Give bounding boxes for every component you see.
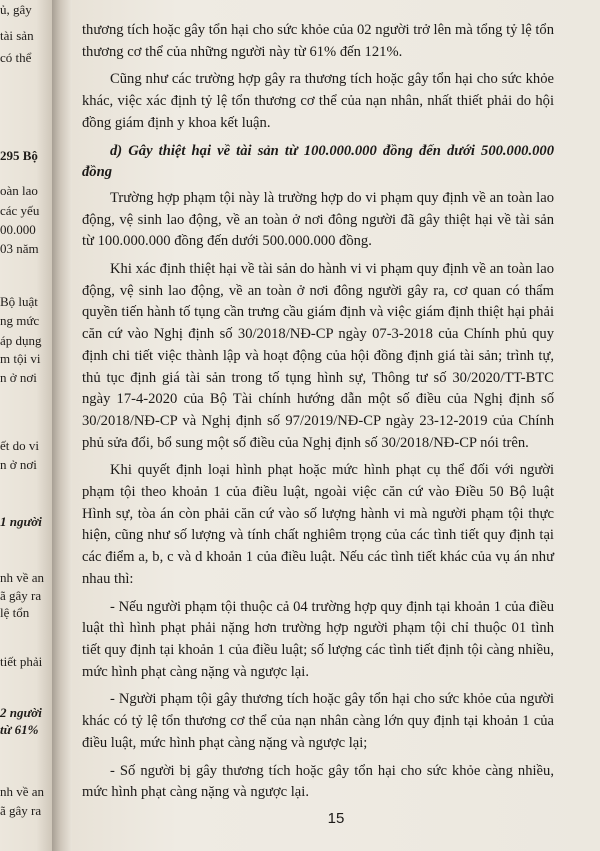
- section-heading: d) Gây thiệt hại về tài sản từ 100.000.000 đồng đến dưới 500.000.000 đồng: [82, 142, 554, 181]
- left-page-fragment: lệ tổn: [0, 605, 30, 620]
- left-page-fragment: nh về an: [0, 784, 45, 799]
- body-paragraph: - Số người bị gây thương tích hoặc gây tổn hại cho sức khỏe càng nhiều, mức hình phạt càng nặng và ngược lại.: [82, 762, 554, 801]
- left-page-fragment: ủ, gây: [0, 2, 32, 17]
- body-paragraph: - Người phạm tội gây thương tích hoặc gây tổn hại cho sức khỏe của người khác có tỷ lệ tổn thương cơ thể của nạn nhân càng lớn quy định tại khoản 1 của điều luật, mức hình phạt càng nặng và ngược lại;: [82, 691, 554, 751]
- left-page-fragment: ết do vi: [0, 438, 39, 453]
- page-content: [82, 20, 554, 810]
- body-paragraph: thương tích hoặc gây tổn hại cho sức khỏe của 02 người trở lên mà tổng tỷ lệ tổn thương cơ thể của những người này từ 61% đến 121%.: [82, 22, 554, 60]
- body-paragraph: Khi quyết định loại hình phạt hoặc mức hình phạt cụ thể đối với người phạm tội theo khoản 1 của điều luật, ngoài việc căn cứ vào Điều 50 Bộ luật Hình sự, tòa án còn phải căn cứ vào số lượng hành vi mà người phạm tội thực hiện, cũng như số lượng và tính chất nghiêm trọng của các tình tiết quy định tại các điểm a, b, c và d khoản 1 của điều luật. Nếu các tình tiết khác của vụ án như nhau thì:: [82, 462, 554, 587]
- left-page-fragment: 1 người: [0, 514, 42, 529]
- left-page-fragment: m tội vi: [0, 351, 41, 366]
- body-paragraph: Trường hợp phạm tội này là trường hợp do vi phạm quy định về an toàn lao động, vệ sinh lao động, về an toàn ở nơi đông người đã gây thiệt hại về tài sản từ 100.000.000 đồng đến dưới 500.000.000 đồng.: [82, 189, 554, 250]
- left-page-fragment: 295 Bộ: [0, 148, 38, 163]
- left-page-fragment: ng mức: [0, 313, 40, 328]
- left-page-fragment: nh về an: [0, 570, 45, 585]
- left-page-fragment: các yếu: [0, 203, 40, 218]
- left-page-fragment: 00.000: [0, 222, 36, 237]
- book-gutter: [52, 0, 72, 851]
- page-number: 15: [327, 810, 345, 827]
- left-page-fragment: oàn lao: [0, 183, 38, 198]
- left-page-fragment: n ở nơi: [0, 457, 37, 472]
- left-page-fragment: có thể: [0, 50, 32, 65]
- left-page-fragment: 03 năm: [0, 241, 39, 256]
- left-page-fragment: ã gây ra: [0, 803, 42, 818]
- left-page-margin: [0, 0, 52, 851]
- left-page-fragment: Bộ luật: [0, 294, 38, 309]
- left-page-fragment: áp dụng: [0, 333, 42, 348]
- body-paragraph: Khi xác định thiệt hại về tài sản do hành vi vi phạm quy định về an toàn lao động, vệ sinh lao động, về an toàn ở nơi đông người gây ra, cơ quan có thẩm quyền tiến hành tố tụng cần trưng cầu giám định và việc giám định thiệt hại phải căn cứ vào Nghị định số 30/2018/NĐ-CP ngày 07-3-2018 của Chính phủ quy định chi tiết việc thành lập và hoạt động của hội đồng định giá tài sản; trình tự, thủ tục định giá tài sản trong tố tụng hình sự, Thông tư số 30/2020/TT-BTC ngày 17-4-2020 của Bộ Tài chính hướng dẫn một số điều của Nghị định số 30/2018/NĐ-CP và Nghị định số 97/2019/NĐ-CP ngày 23-12-2019 của Chính phủ sửa đổi, bổ sung một số điều của Nghị định số 30/2018/NĐ-CP nói trên.: [82, 261, 554, 451]
- left-page-fragment: tiết phải: [0, 654, 43, 669]
- left-page-fragment: tài sản: [0, 28, 34, 43]
- left-page-fragment: ã gây ra: [0, 588, 42, 603]
- body-paragraph: - Nếu người phạm tội thuộc cả 04 trường hợp quy định tại khoản 1 của điều luật thì hình phạt phải nặng hơn trường hợp người phạm tội chỉ thuộc 01 tình tiết quy định tại khoản 1 của điều luật; số lượng các tình tiết định tội càng nhiều, mức hình phạt càng nặng và ngược lại.: [82, 598, 554, 680]
- left-page-fragment: n ở nơi: [0, 370, 37, 385]
- left-page-fragment: 2 người: [0, 705, 42, 720]
- body-paragraph: Cũng như các trường hợp gây ra thương tích hoặc gây tổn hại cho sức khỏe khác, việc xác định tỷ lệ tổn thương cơ thể của nạn nhân, nhất thiết phải do hội đồng giám định y khoa kết luận.: [82, 71, 554, 131]
- left-page-fragment: từ 61%: [0, 722, 39, 737]
